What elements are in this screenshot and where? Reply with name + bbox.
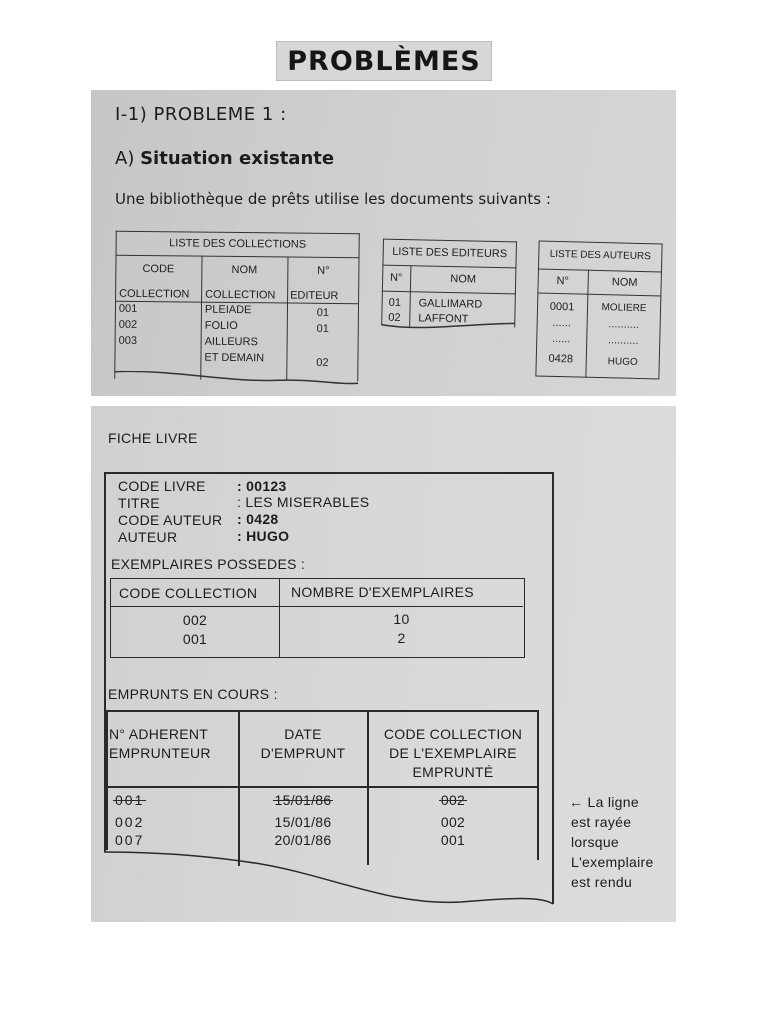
- field-value-auteur: : HUGO: [237, 528, 290, 544]
- field-label-code-auteur: CODE AUTEUR: [118, 512, 223, 528]
- header-nom: NOM: [450, 273, 477, 286]
- editeurs-title: LISTE DES EDITEURS: [392, 245, 508, 261]
- situation-title: Situation existante: [140, 148, 335, 169]
- subheader-code: COLLECTION: [119, 287, 190, 301]
- auteurs-table: [535, 241, 662, 380]
- table-cell: 001: [182, 631, 208, 647]
- header-nom: NOM: [231, 263, 258, 277]
- table-cell: HUGO: [607, 356, 638, 368]
- field-label-auteur: AUTEUR: [118, 529, 178, 545]
- field-value-code-auteur: : 0428: [237, 511, 279, 527]
- field-label-titre: TITRE: [118, 495, 160, 511]
- situation-prefix: A): [115, 148, 135, 169]
- table-cell: ......: [551, 332, 571, 346]
- table-cell: 007: [115, 832, 145, 848]
- photo-fiche-livre: [91, 406, 676, 922]
- table-cell: AILLEURS: [204, 335, 258, 349]
- fiche-torn-edge: [101, 840, 571, 910]
- table-cell: MOLIERE: [601, 302, 647, 315]
- table-cell: 001: [440, 832, 466, 848]
- table-cell: ..........: [607, 334, 639, 347]
- table-cell: LAFFONT: [418, 312, 469, 326]
- table-cell: 01: [316, 322, 329, 335]
- intro-text: Une bibliothèque de prêts utilise les documents suivants :: [115, 190, 551, 208]
- table-cell: 15/01/86: [274, 792, 332, 808]
- header-date-line2: D'EMPRUNT: [260, 745, 346, 761]
- table-row-struck: [367, 792, 539, 808]
- emprunts-title: EMPRUNTS EN COURS :: [108, 686, 278, 702]
- table-cell: 15/01/86: [274, 814, 332, 830]
- table-cell: 01: [316, 306, 330, 319]
- note-line-5: est rendu: [571, 874, 633, 890]
- table-cell: 02: [388, 311, 401, 324]
- fiche-heading: FICHE LIVRE: [108, 430, 198, 446]
- header-adherent-line2: EMPRUNTEUR: [109, 745, 211, 761]
- page-title: PROBLÈMES: [276, 41, 492, 81]
- table-cell: 2: [397, 630, 406, 646]
- table-cell: 002: [115, 814, 145, 830]
- header-code-line2: DE L'EXEMPLAIRE: [389, 745, 517, 761]
- collections-title: LISTE DES COLLECTIONS: [169, 237, 307, 251]
- table-cell: FOLIO: [204, 319, 238, 333]
- table-cell: 02: [316, 356, 329, 369]
- table-cell: 002: [182, 612, 208, 628]
- table-cell: ......: [552, 316, 571, 330]
- problem-heading: I-1) PROBLEME 1 :: [115, 104, 287, 125]
- table-cell: 0428: [548, 352, 574, 366]
- header-adherent-line1: N° ADHERENT: [109, 726, 209, 742]
- subheader-nom: COLLECTION: [205, 288, 276, 302]
- collections-table: [114, 231, 360, 382]
- field-label-code-livre: CODE LIVRE: [118, 478, 206, 494]
- table-cell: 003: [118, 334, 138, 347]
- note-line-2: est rayée: [571, 814, 632, 830]
- header-date-line1: DATE: [284, 726, 322, 742]
- table-cell: PLEIADE: [204, 303, 252, 317]
- table-row-struck: [115, 792, 144, 808]
- table-cell: 002: [440, 792, 466, 808]
- table-cell: GALLIMARD: [418, 297, 483, 311]
- table-cell: ..........: [608, 318, 640, 331]
- header-code-line3: EMPRUNTÉ: [412, 764, 494, 780]
- subheader-editeur: EDITEUR: [290, 289, 339, 303]
- header-code-line1: CODE COLLECTION: [383, 726, 523, 742]
- note-line-1: ← La ligne: [569, 794, 639, 810]
- exemplaires-title: EXEMPLAIRES POSSEDES :: [111, 556, 306, 572]
- header-numero: N°: [317, 264, 330, 277]
- table-cell: 001: [118, 302, 138, 315]
- editeurs-table: [381, 239, 517, 336]
- header-nombre-exemplaires: NOMBRE D'EXEMPLAIRES: [291, 584, 474, 600]
- table-cell: 10: [393, 611, 410, 627]
- note-line-4: L'exemplaire: [571, 854, 654, 870]
- field-value-code-livre: : 00123: [237, 478, 287, 494]
- table-cell: 20/01/86: [274, 832, 332, 848]
- header-numero: N°: [389, 271, 403, 285]
- exemplaires-table: [110, 578, 525, 658]
- table-cell: 001: [115, 792, 145, 808]
- header-numero: N°: [556, 274, 570, 288]
- table-cell: 002: [118, 318, 138, 331]
- auteurs-title: LISTE DES AUTEURS: [549, 248, 652, 263]
- header-nom: NOM: [611, 276, 638, 289]
- table-cell: 002: [440, 814, 466, 830]
- table-cell: ET DEMAIN: [204, 351, 265, 365]
- collections-torn-edge: [114, 371, 358, 388]
- field-value-titre: : LES MISERABLES: [237, 494, 370, 510]
- table-cell: 01: [388, 296, 402, 309]
- photo-situation-existante: [91, 90, 676, 396]
- table-row-struck: [238, 792, 368, 808]
- header-code-collection: CODE COLLECTION: [119, 585, 258, 601]
- note-line-3: lorsque: [571, 834, 620, 850]
- table-cell: 0001: [549, 300, 575, 314]
- header-code: CODE: [142, 263, 175, 276]
- situation-heading: [115, 148, 334, 169]
